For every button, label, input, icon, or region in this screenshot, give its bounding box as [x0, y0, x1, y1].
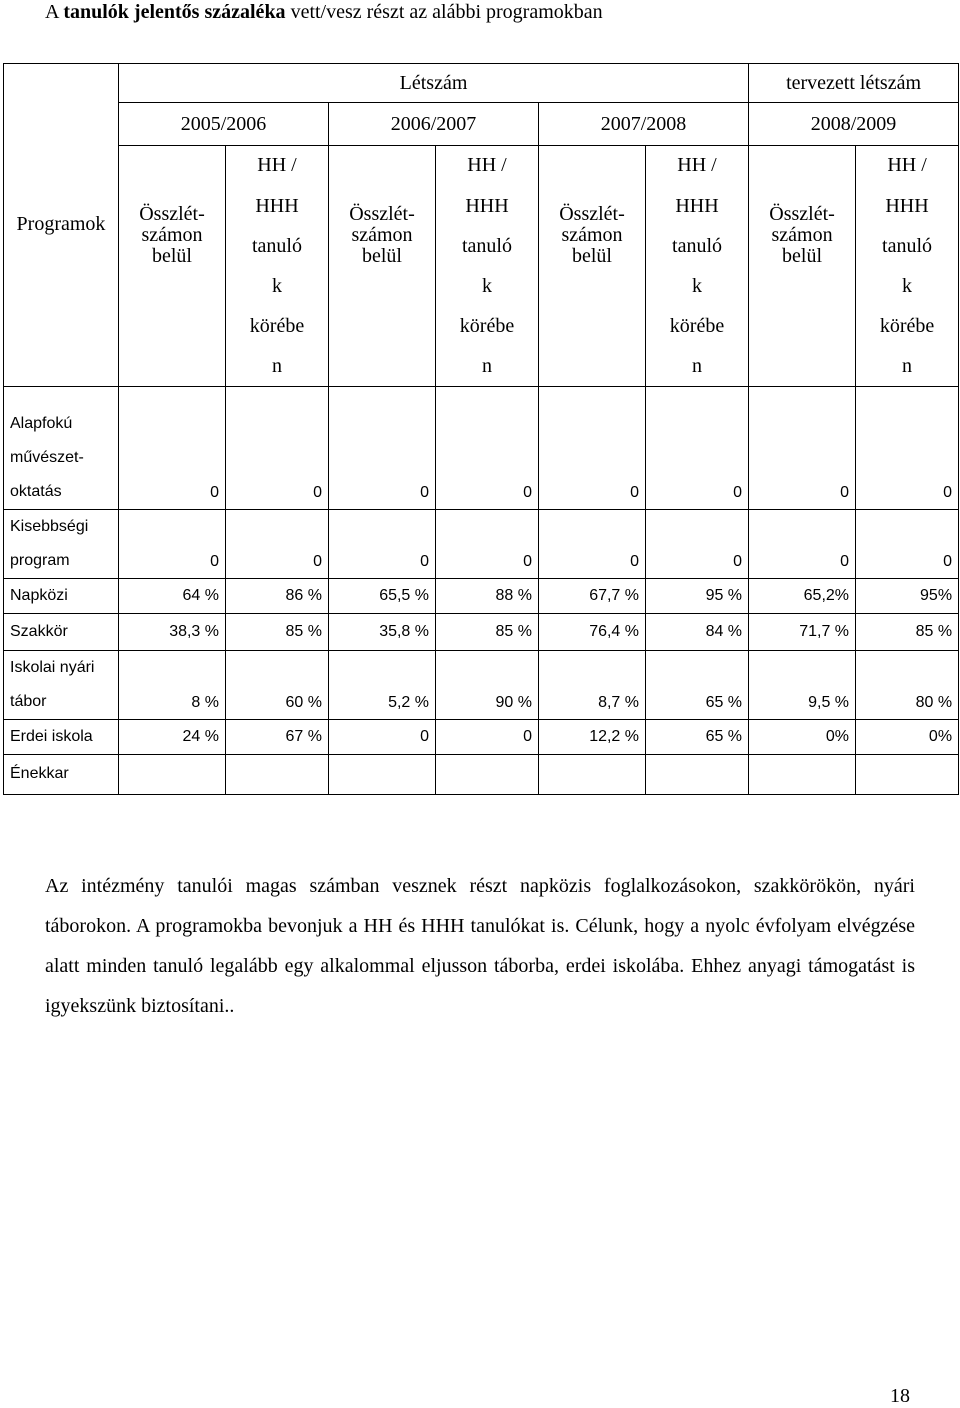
row-label [4, 650, 119, 719]
table-cell: 65 % [646, 719, 749, 754]
table-cell: 95 % [646, 578, 749, 613]
table-cell: 8 % [119, 650, 226, 719]
row-label [4, 386, 119, 509]
table-cell: 0 [329, 386, 436, 509]
table-cell: 0 [226, 509, 329, 578]
header-total-line: számon [561, 224, 623, 247]
header-hh-line: k [272, 274, 282, 297]
table-row [4, 613, 959, 650]
header-hh-line: n [482, 354, 492, 377]
header-hh-top: HH / [646, 146, 749, 186]
header-total [329, 146, 436, 387]
table-cell: 76,4 % [539, 613, 646, 650]
table-cell [119, 754, 226, 794]
header-hh [436, 186, 539, 387]
header-hh-top: HH / [226, 146, 329, 186]
table-cell: 35,8 % [329, 613, 436, 650]
table-cell [226, 754, 329, 794]
programs-table [3, 63, 959, 795]
table-cell: 65,5 % [329, 578, 436, 613]
table-cell: 8,7 % [539, 650, 646, 719]
header-hh-line: HHH [465, 194, 509, 217]
row-label-line: Alapfokú [10, 414, 73, 432]
table-cell [856, 754, 959, 794]
row-label-line: Erdei iskola [10, 727, 93, 745]
table-cell: 86 % [226, 578, 329, 613]
header-total-line: belül [362, 245, 402, 268]
table-cell: 12,2 % [539, 719, 646, 754]
table-row [4, 578, 959, 613]
header-total [539, 146, 646, 387]
header-hh [646, 186, 749, 387]
body-paragraph: Az intézmény tanulói magas számban vesznek részt napközis foglalkozásokon, szakkörökön, nyári táborokon. A programokba bevonjuk a HH és HHH tanulókat is. Célunk, hogy a nyolc évfolyam elvégzése alatt minden tanuló legalább egy alkalommal eljusson táborba, erdei iskolába. Ehhez anyagi támogatást is igyekszünk biztosítani.. [45, 875, 915, 1017]
table-cell: 95% [856, 578, 959, 613]
row-label-line: program [10, 551, 70, 569]
table-cell: 0 [646, 386, 749, 509]
table-cell: 0 [539, 386, 646, 509]
header-total-line: Összlét- [139, 203, 205, 226]
header-hh-line: körébe [879, 314, 935, 337]
table-cell: 0% [749, 719, 856, 754]
header-hh-line: n [902, 354, 913, 377]
year-header: 2006/2007 [329, 103, 539, 146]
header-hh-line: tanuló [252, 234, 302, 257]
table-cell: 84 % [646, 613, 749, 650]
table-cell: 0 [119, 386, 226, 509]
header-total-line: belül [572, 245, 612, 268]
header-programs: Programok [4, 64, 119, 387]
row-label-line: oktatás [10, 482, 62, 500]
header-hh-line: körébe [669, 314, 725, 337]
header-hh-line: tanuló [462, 234, 512, 257]
table-cell: 64 % [119, 578, 226, 613]
header-hh-line: tanuló [882, 234, 933, 257]
table-cell: 90 % [436, 650, 539, 719]
row-label [4, 578, 119, 613]
table-cell: 0 [436, 509, 539, 578]
header-total [749, 146, 856, 387]
table-cell: 0 [226, 386, 329, 509]
table-cell: 0 [436, 386, 539, 509]
table-cell: 85 % [226, 613, 329, 650]
table-cell: 65 % [646, 650, 749, 719]
row-label-line: Szakkör [10, 622, 68, 640]
header-row-years [4, 103, 959, 146]
table-cell: 0 [749, 509, 856, 578]
table-cell: 60 % [226, 650, 329, 719]
header-hh-line: k [902, 274, 913, 297]
table-row [4, 386, 959, 509]
row-label-line: Napközi [10, 586, 68, 604]
page-heading [45, 0, 603, 24]
heading-prefix: A [45, 1, 64, 23]
header-total-line: Összlét- [769, 203, 835, 226]
table-cell: 0 [856, 509, 959, 578]
header-hh-line: tanuló [672, 234, 723, 257]
row-label-line: tábor [10, 692, 47, 710]
header-hh-line: n [272, 354, 282, 377]
table-cell: 65,2% [749, 578, 856, 613]
header-total-line: belül [152, 245, 192, 268]
row-label-line: Énekkar [10, 765, 69, 782]
table-cell: 5,2 % [329, 650, 436, 719]
header-hh [226, 186, 329, 387]
table-body [4, 64, 959, 795]
header-row-hh-top [4, 146, 959, 186]
header-hh-top: HH / [436, 146, 539, 186]
row-label [4, 719, 119, 754]
table-cell: 0% [856, 719, 959, 754]
table-row [4, 719, 959, 754]
header-tervezett: tervezett létszám [749, 64, 959, 103]
table-cell: 71,7 % [749, 613, 856, 650]
header-hh-line: HHH [885, 194, 929, 217]
table-cell: 9,5 % [749, 650, 856, 719]
table-cell: 88 % [436, 578, 539, 613]
header-total-line: Összlét- [559, 203, 625, 226]
table-cell [436, 754, 539, 794]
row-label [4, 754, 119, 794]
row-label [4, 613, 119, 650]
table-cell: 67,7 % [539, 578, 646, 613]
row-label-line: Iskolai nyári [10, 658, 95, 676]
table-cell: 85 % [856, 613, 959, 650]
year-header: 2008/2009 [749, 103, 959, 146]
header-hh-line: n [692, 354, 703, 377]
table-cell: 80 % [856, 650, 959, 719]
header-hh-line: k [482, 274, 492, 297]
table-cell: 0 [329, 719, 436, 754]
table-row [4, 754, 959, 794]
table-cell: 0 [856, 386, 959, 509]
table-row [4, 509, 959, 578]
table-cell [329, 754, 436, 794]
row-label-line: Kisebbségi [10, 517, 89, 535]
table-cell [749, 754, 856, 794]
header-hh-line: körébe [249, 314, 305, 337]
table-cell: 0 [539, 509, 646, 578]
header-total-line: számon [771, 224, 833, 247]
table-cell: 85 % [436, 613, 539, 650]
table-cell: 67 % [226, 719, 329, 754]
table-cell: 0 [749, 386, 856, 509]
header-total-line: számon [141, 224, 203, 247]
table-cell: 0 [646, 509, 749, 578]
header-hh-line: k [692, 274, 703, 297]
header-hh-line: körébe [459, 314, 515, 337]
row-label [4, 509, 119, 578]
header-hh-top: HH / [856, 146, 959, 186]
header-hh-line: HHH [255, 194, 299, 217]
header-total-line: Összlét- [349, 203, 415, 226]
table-cell: 0 [119, 509, 226, 578]
heading-suffix: vett/vesz részt az alábbi programokban [285, 1, 603, 23]
table-cell: 0 [329, 509, 436, 578]
year-header: 2007/2008 [539, 103, 749, 146]
table-cell [539, 754, 646, 794]
header-hh-line: HHH [675, 194, 719, 217]
header-hh [856, 186, 959, 387]
header-row-groups [4, 64, 959, 103]
year-header: 2005/2006 [119, 103, 329, 146]
table-cell [646, 754, 749, 794]
header-total [119, 146, 226, 387]
row-label-line: művészet- [10, 448, 84, 466]
table-cell: 38,3 % [119, 613, 226, 650]
header-total-line: számon [351, 224, 413, 247]
page-number: 18 [890, 1385, 910, 1407]
table-row [4, 650, 959, 719]
heading-bold: tanulók jelentős százaléka [63, 1, 286, 23]
table-cell: 0 [436, 719, 539, 754]
table-cell: 24 % [119, 719, 226, 754]
header-letszam: Létszám [119, 64, 749, 103]
header-total-line: belül [782, 245, 823, 268]
